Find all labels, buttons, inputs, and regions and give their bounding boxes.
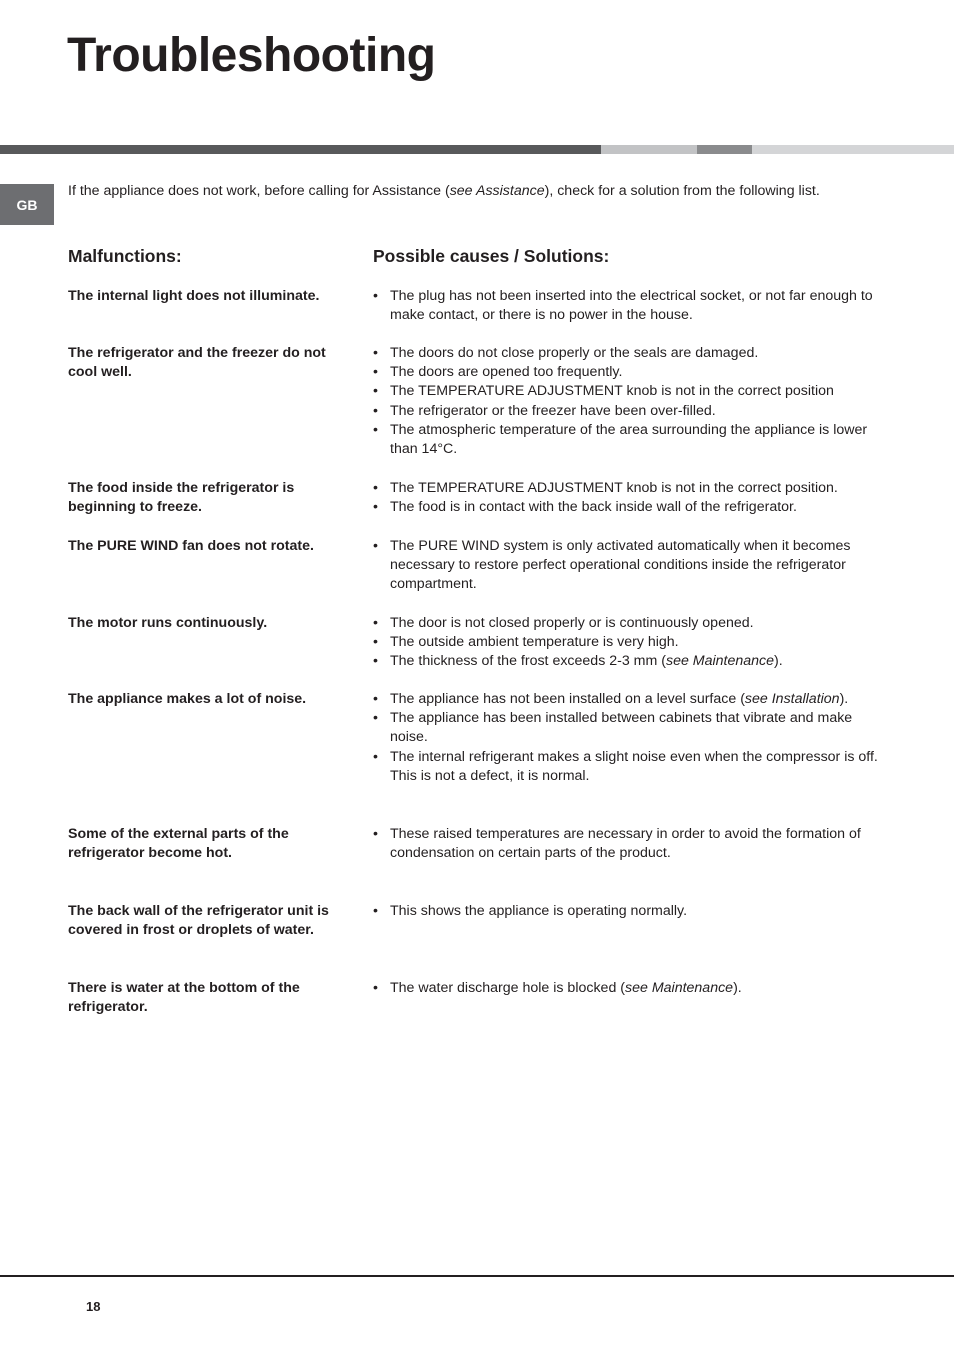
cause-item (373, 421, 888, 459)
cause-list (373, 825, 888, 863)
cause-text: The TEMPERATURE ADJUSTMENT knob is not in the correct position. (390, 480, 838, 496)
cause-list (373, 479, 888, 517)
malfunction-text: The back wall of the refrigerator unit is covered in frost or droplets of water. (68, 903, 329, 939)
cause-item (373, 690, 888, 709)
cause-text: The appliance has been installed between cabinets that vibrate and make noise. (390, 710, 853, 746)
cause-item (373, 748, 888, 786)
causes-heading: Possible causes / Solutions: (373, 246, 610, 266)
cause-list (373, 690, 888, 786)
cause-item (373, 902, 888, 921)
language-tab: GB (0, 184, 54, 225)
header-rule-mid (697, 145, 752, 154)
cause-item (373, 382, 888, 401)
cause-text: The plug has not been inserted into the electrical socket, or not far enough to make contact, or there is no power in the house. (390, 288, 873, 324)
cause-list (373, 287, 888, 325)
cause-text: The PURE WIND system is only activated automatically when it becomes necessary to restore perfect operational conditions inside the refrigerator compartment. (390, 538, 851, 593)
cause-text: The atmospheric temperature of the area surrounding the appliance is lower than 14°C. (390, 421, 868, 458)
intro-text-start: If the appliance does not work, before calling for Assistance ( (68, 183, 450, 199)
malfunction-text: The appliance makes a lot of noise. (68, 691, 307, 707)
cause-text: The internal refrigerant makes a slight noise even when the compressor is off. This is not a defect, it is normal. (390, 748, 878, 784)
cause-item (373, 825, 888, 863)
cause-text: The door is not closed properly or is continuously opened. (390, 615, 754, 631)
cause-item (373, 402, 888, 421)
malfunction-text: Some of the external parts of the refrigerator become hot. (68, 826, 289, 862)
cause-text: ). (774, 653, 783, 670)
cause-text: The TEMPERATURE ADJUSTMENT knob is not in the correct position (390, 383, 834, 400)
cause-item (373, 498, 888, 517)
cross-reference: see Installation (744, 691, 840, 707)
cause-item (373, 652, 888, 671)
malfunction-text: The food inside the refrigerator is beginning to freeze. (68, 480, 295, 516)
cause-item (373, 537, 888, 595)
cause-item (373, 614, 888, 633)
footer-rule (0, 1275, 954, 1277)
cause-item (373, 363, 888, 382)
cross-reference: see Maintenance (625, 980, 734, 996)
malfunctions-heading: Malfunctions: (68, 246, 182, 266)
page-number: 18 (86, 1299, 101, 1314)
malfunction-text: The PURE WIND fan does not rotate. (68, 538, 314, 554)
cause-text: The food is in contact with the back inside wall of the refrigerator. (390, 499, 797, 516)
cause-list (373, 902, 888, 921)
malfunction-text: The motor runs continuously. (68, 615, 268, 631)
intro-reference: see Assistance (449, 183, 545, 199)
header-rule-light (601, 145, 697, 154)
cause-text: The thickness of the frost exceeds 2-3 mm ( (390, 653, 666, 670)
cause-text: The water discharge hole is blocked ( (390, 980, 626, 996)
page-title: Troubleshooting (67, 29, 436, 82)
malfunction-text: The internal light does not illuminate. (68, 288, 320, 304)
cross-reference: see Maintenance (665, 653, 775, 670)
cause-text: The outside ambient temperature is very high. (390, 634, 679, 651)
cause-list (373, 344, 888, 459)
cause-text: The doors are opened too frequently. (390, 364, 623, 381)
cause-item (373, 479, 888, 498)
cause-text: The doors do not close properly or the seals are damaged. (390, 345, 759, 361)
malfunction-text: There is water at the bottom of the refrigerator. (68, 980, 300, 1016)
cause-item (373, 344, 888, 363)
header-rule-dark (0, 145, 601, 154)
cause-list (373, 537, 888, 595)
intro-text-end: ), check for a solution from the following list. (544, 183, 820, 199)
cause-text: The appliance has not been installed on a level surface ( (390, 691, 745, 707)
cause-item (373, 287, 888, 325)
cause-item (373, 979, 888, 998)
intro-paragraph (68, 182, 928, 201)
cause-text: The refrigerator or the freezer have been over-filled. (390, 402, 716, 419)
cause-text: ). (733, 980, 742, 996)
header-rule-pale (752, 145, 954, 154)
cause-text: These raised temperatures are necessary in order to avoid the formation of condensation on certain parts of the product. (390, 826, 861, 862)
cause-item (373, 633, 888, 652)
cause-list (373, 614, 888, 672)
cause-text: ). (839, 691, 849, 707)
cause-list (373, 979, 888, 998)
cause-item (373, 709, 888, 747)
cause-text: This shows the appliance is operating normally. (390, 903, 688, 919)
malfunction-text: The refrigerator and the freezer do not cool well. (68, 345, 326, 381)
